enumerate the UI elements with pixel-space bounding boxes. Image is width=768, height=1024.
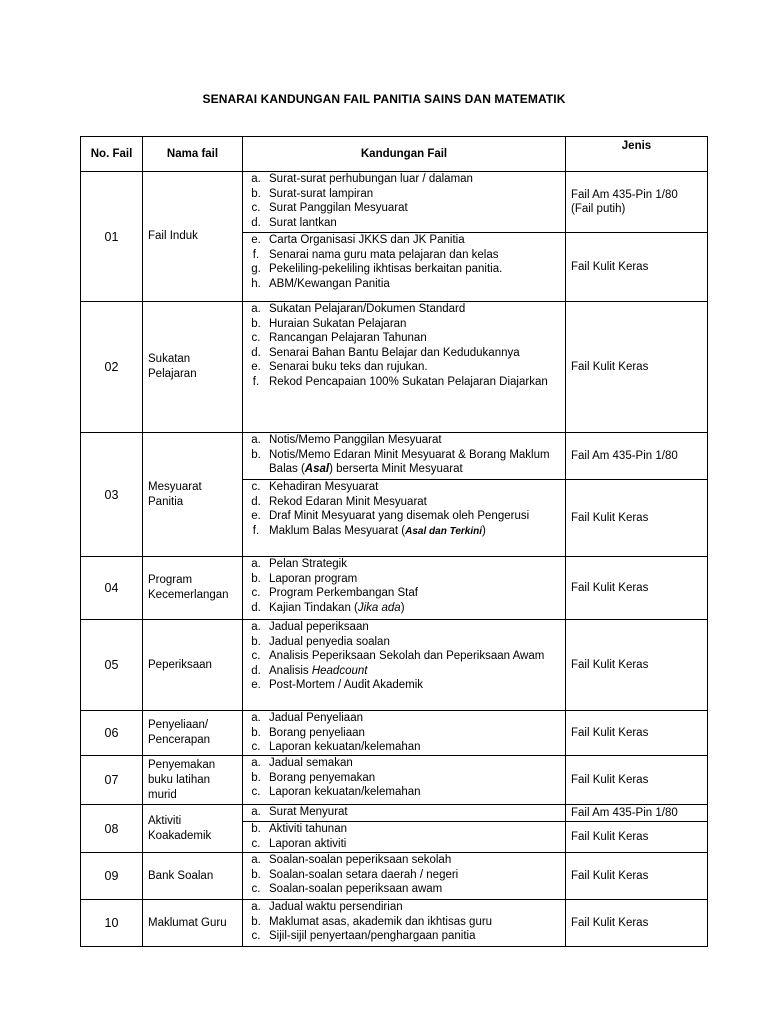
item-text-main: Rekod Pencapaian 100% Sukatan Pelajaran Diajarkan: [269, 375, 548, 388]
item-text-main: Sijil-sijil penyertaan/penghargaan panitia: [269, 930, 476, 943]
item-letter: c.: [251, 650, 261, 663]
item-text: [269, 620, 562, 635]
item-text: [269, 635, 562, 650]
item-text-main: Program Perkembangan Staf: [269, 587, 418, 600]
item-text: [269, 448, 562, 477]
file-number: 02: [81, 302, 143, 433]
list-item: [243, 187, 562, 202]
file-name: Bank Soalan: [143, 853, 243, 900]
item-letter: d.: [251, 495, 261, 508]
item-text: [269, 822, 562, 837]
item-text: [269, 187, 562, 202]
item-text: [269, 853, 562, 868]
item-text-main: Surat Menyurat: [269, 806, 348, 818]
item-text: [269, 649, 562, 664]
list-item: [243, 233, 562, 248]
item-letter: e.: [251, 510, 261, 523]
table-row: [81, 853, 708, 900]
list-item: [243, 331, 562, 346]
header-jenis: Jenis: [566, 137, 708, 172]
item-letter: b.: [251, 771, 261, 784]
table-row: [81, 302, 708, 433]
item-letter: c.: [251, 786, 261, 799]
list-item: [243, 620, 562, 635]
item-letter: a.: [251, 854, 261, 866]
item-letter: b.: [251, 572, 261, 585]
table-body: [81, 172, 708, 947]
list-item: [243, 172, 562, 187]
item-letter: a.: [251, 173, 261, 185]
table-row: [81, 900, 708, 947]
item-letter: b.: [251, 448, 261, 461]
item-text-main: Pekeliling-pekeliling ikhtisas berkaitan panitia.: [269, 263, 503, 276]
item-letter: b.: [251, 187, 261, 200]
item-text: [269, 433, 562, 448]
item-emphasis: Asal dan Terkini: [405, 525, 482, 537]
file-contents-table: [80, 136, 708, 947]
item-text-main: Laporan program: [269, 572, 358, 585]
item-text: [269, 277, 562, 292]
file-type: [566, 620, 708, 711]
list-item: [243, 433, 562, 448]
item-text: [269, 726, 562, 741]
file-contents: [243, 805, 566, 822]
item-letter: f.: [252, 524, 260, 537]
list-item: [243, 635, 562, 650]
list-item: [243, 900, 562, 915]
item-letter: e.: [251, 361, 261, 374]
item-text-main: Huraian Sukatan Pelajaran: [269, 317, 407, 330]
list-item: [243, 302, 562, 317]
file-type: [566, 557, 708, 620]
file-contents: [243, 480, 566, 557]
item-text-main: Jadual semakan: [269, 757, 353, 769]
item-text: [269, 868, 562, 883]
header-no-fail: No. Fail: [81, 137, 143, 172]
item-text-main: Maklumat asas, akademik dan ikhtisas guru: [269, 915, 493, 928]
item-text: [269, 900, 562, 915]
item-text-main: Borang penyemakan: [269, 771, 376, 784]
file-type-line: Fail Kulit Keras: [571, 831, 649, 843]
item-letter: a.: [251, 434, 261, 446]
file-type: [566, 822, 708, 853]
list-item: [243, 448, 562, 477]
list-item: [243, 868, 562, 883]
file-type: [566, 233, 708, 302]
item-letter: d.: [251, 216, 261, 229]
item-text: [269, 915, 562, 930]
file-number: 10: [81, 900, 143, 947]
list-item: [243, 822, 562, 837]
item-text-main: Carta Organisasi JKKS dan JK Panitia: [269, 234, 465, 246]
item-text-main: Laporan aktiviti: [269, 837, 347, 850]
file-type: [566, 433, 708, 480]
file-name: Aktiviti Koakademik: [143, 805, 243, 853]
file-type: [566, 805, 708, 822]
table-row: [81, 756, 708, 805]
list-item: [243, 785, 562, 800]
list-item: [243, 740, 562, 755]
item-text-main: Surat-surat lampiran: [269, 187, 374, 200]
item-text-main: Soalan-soalan peperiksaan awam: [269, 883, 443, 896]
item-emphasis: Asal: [304, 463, 330, 476]
file-number: 09: [81, 853, 143, 900]
item-letter: a.: [251, 558, 261, 570]
item-letter: f.: [252, 375, 260, 388]
item-text: [269, 172, 562, 187]
item-letter: c.: [251, 741, 261, 754]
item-text-main: Laporan kekuatan/kelemahan: [269, 741, 421, 754]
item-text: [269, 664, 562, 679]
item-text-main: Jadual Penyeliaan: [269, 712, 363, 724]
item-letter: a.: [251, 712, 261, 724]
list-item: [243, 853, 562, 868]
item-letter: b.: [251, 868, 261, 881]
file-type-line: Fail Kulit Keras: [571, 261, 649, 273]
list-item: [243, 678, 562, 693]
list-item: [243, 557, 562, 572]
item-text-main: Rancangan Pelajaran Tahunan: [269, 332, 427, 345]
item-text: [269, 302, 562, 317]
item-text-post: ) berserta Minit Mesyuarat: [329, 463, 463, 476]
list-item: [243, 509, 562, 524]
item-text: [269, 216, 562, 231]
item-text-main: Aktiviti tahunan: [269, 823, 347, 835]
item-text: [269, 509, 562, 524]
item-text: [269, 740, 562, 755]
item-text: [269, 317, 562, 332]
item-text: [269, 572, 562, 587]
item-text-main: Surat Panggilan Mesyuarat: [269, 202, 408, 215]
item-letter: c.: [251, 332, 261, 345]
list-item: [243, 480, 562, 495]
item-letter: d.: [251, 664, 261, 677]
item-letter: d.: [251, 601, 261, 614]
file-type: [566, 172, 708, 233]
item-italic: Jika ada: [357, 601, 401, 614]
list-item: [243, 756, 562, 771]
list-item: [243, 915, 562, 930]
list-item: [243, 277, 562, 292]
table-row: [81, 433, 708, 480]
item-text-main: Surat lantkan: [269, 216, 337, 229]
file-contents: [243, 900, 566, 947]
list-item: [243, 771, 562, 786]
item-letter: c.: [251, 930, 261, 943]
file-number: 03: [81, 433, 143, 557]
item-letter: a.: [251, 303, 261, 315]
item-text-main: Kajian Tindakan (: [269, 601, 358, 614]
item-text-main: Analisis: [269, 664, 312, 677]
list-item: [243, 360, 562, 375]
file-name: Peperiksaan: [143, 620, 243, 711]
file-contents: [243, 853, 566, 900]
file-name: Program Kecemerlangan: [143, 557, 243, 620]
item-text: [269, 346, 562, 361]
item-text-main: Rekod Edaran Minit Mesyuarat: [269, 495, 427, 508]
item-text: [269, 495, 562, 510]
item-letter: a.: [251, 901, 261, 913]
item-letter: e.: [251, 234, 261, 246]
list-item: [243, 201, 562, 216]
item-text: [269, 480, 562, 495]
file-number: 01: [81, 172, 143, 302]
list-item: [243, 346, 562, 361]
file-type-line: Fail Kulit Keras: [571, 870, 649, 882]
file-type: [566, 302, 708, 433]
item-text: [269, 882, 562, 897]
file-type-line: Fail Am 435-Pin 1/80: [571, 807, 678, 819]
item-text-main: Soalan-soalan peperiksaan sekolah: [269, 854, 452, 866]
file-type-line: Fail Kulit Keras: [571, 774, 649, 786]
item-text-main: Pelan Strategik: [269, 558, 347, 570]
item-letter: c.: [251, 837, 261, 850]
item-letter: a.: [251, 806, 261, 818]
list-item: [243, 586, 562, 601]
list-item: [243, 664, 562, 679]
item-text-main: Senarai nama guru mata pelajaran dan kelas: [269, 248, 499, 261]
item-letter: c.: [251, 883, 261, 896]
list-item: [243, 882, 562, 897]
item-text-main: Surat-surat perhubungan luar / dalaman: [269, 173, 473, 185]
file-contents: [243, 756, 566, 805]
file-number: 05: [81, 620, 143, 711]
item-text-main: Notis/Memo Edaran Minit Mesyuarat & Borang Maklum Balas (: [269, 448, 550, 476]
header-nama-fail: Nama fail: [143, 137, 243, 172]
file-type-line: (Fail putih): [571, 203, 626, 215]
item-text-post: ): [400, 601, 405, 614]
item-text-main: Laporan kekuatan/kelemahan: [269, 786, 421, 799]
item-text: [269, 557, 562, 572]
file-contents: [243, 172, 566, 233]
item-text-main: Kehadiran Mesyuarat: [269, 481, 379, 493]
list-item: [243, 262, 562, 277]
item-letter: b.: [251, 823, 261, 835]
item-text: [269, 360, 562, 375]
file-type: [566, 900, 708, 947]
item-text: [269, 524, 562, 540]
list-item: [243, 317, 562, 332]
document-title: SENARAI KANDUNGAN FAIL PANITIA SAINS DAN MATEMATIK: [202, 92, 566, 106]
item-text-main: Soalan-soalan setara daerah / negeri: [269, 868, 459, 881]
file-name: Sukatan Pelajaran: [143, 302, 243, 433]
list-item: [243, 375, 562, 390]
file-type-line: Fail Am 435-Pin 1/80: [571, 450, 678, 462]
table-row: [81, 805, 708, 822]
item-text-post: ): [482, 524, 486, 537]
item-letter: b.: [251, 317, 261, 330]
list-item: [243, 805, 562, 820]
item-text: [269, 201, 562, 216]
item-text: [269, 711, 562, 726]
list-item: [243, 726, 562, 741]
item-italic: Headcount: [311, 664, 368, 677]
file-type: [566, 756, 708, 805]
file-type-line: Fail Kulit Keras: [571, 582, 649, 594]
file-number: 06: [81, 711, 143, 756]
file-contents: [243, 233, 566, 302]
item-text-main: Jadual peperiksaan: [269, 621, 369, 633]
list-item: [243, 495, 562, 510]
list-item: [243, 649, 562, 664]
file-contents: [243, 302, 566, 433]
file-name: Penyeliaan/ Pencerapan: [143, 711, 243, 756]
list-item: [243, 248, 562, 263]
item-letter: a.: [251, 621, 261, 633]
file-type: [566, 480, 708, 557]
item-text-main: Borang penyeliaan: [269, 726, 365, 739]
item-letter: h.: [251, 277, 261, 290]
item-letter: a.: [251, 757, 261, 769]
file-name: Fail Induk: [143, 172, 243, 302]
item-text: [269, 771, 562, 786]
item-letter: b.: [251, 915, 261, 928]
file-name: Penyemakan buku latihan murid: [143, 756, 243, 805]
file-contents: [243, 620, 566, 711]
list-item: [243, 216, 562, 231]
file-type: [566, 711, 708, 756]
item-text: [269, 601, 562, 616]
item-letter: b.: [251, 635, 261, 648]
table-header-row: [81, 137, 708, 172]
file-type-line: Fail Kulit Keras: [571, 512, 649, 524]
table-row: [81, 557, 708, 620]
file-number: 07: [81, 756, 143, 805]
item-text: [269, 262, 562, 277]
list-item: [243, 929, 562, 944]
item-text-main: Jadual penyedia soalan: [269, 635, 390, 648]
item-text-main: Senarai buku teks dan rujukan.: [269, 361, 428, 374]
list-item: [243, 711, 562, 726]
item-text: [269, 331, 562, 346]
item-text-main: Notis/Memo Panggilan Mesyuarat: [269, 434, 442, 446]
item-letter: b.: [251, 726, 261, 739]
header-kandungan-fail: Kandungan Fail: [243, 137, 566, 172]
file-number: 04: [81, 557, 143, 620]
table-row: [81, 172, 708, 233]
file-type-line: Fail Kulit Keras: [571, 361, 649, 373]
item-text-main: Senarai Bahan Bantu Belajar dan Kedudukannya: [269, 346, 520, 359]
item-text: [269, 375, 562, 390]
item-letter: c.: [251, 587, 261, 600]
item-text-main: Sukatan Pelajaran/Dokumen Standard: [269, 303, 466, 315]
file-type-line: Fail Kulit Keras: [571, 659, 649, 671]
item-text: [269, 837, 562, 852]
file-type-line: Fail Kulit Keras: [571, 917, 649, 929]
list-item: [243, 572, 562, 587]
list-item: [243, 837, 562, 852]
item-text: [269, 586, 562, 601]
item-text-main: ABM/Kewangan Panitia: [269, 277, 390, 290]
file-contents: [243, 433, 566, 480]
file-name: Mesyuarat Panitia: [143, 433, 243, 557]
item-text-main: Post-Mortem / Audit Akademik: [269, 679, 424, 692]
item-text: [269, 233, 562, 248]
item-letter: d.: [251, 346, 261, 359]
item-letter: e.: [251, 679, 261, 692]
file-type: [566, 853, 708, 900]
item-text: [269, 248, 562, 263]
item-text: [269, 929, 562, 944]
item-text: [269, 785, 562, 800]
file-number: 08: [81, 805, 143, 853]
item-letter: g.: [251, 263, 261, 276]
file-contents: [243, 557, 566, 620]
item-letter: c.: [251, 481, 261, 493]
file-type-line: Fail Am 435-Pin 1/80: [571, 189, 678, 201]
item-text: [269, 805, 562, 820]
file-name: Maklumat Guru: [143, 900, 243, 947]
item-text: [269, 678, 562, 693]
file-type-line: Fail Kulit Keras: [571, 727, 649, 739]
item-text-main: Analisis Peperiksaan Sekolah dan Peperiksaan Awam: [269, 650, 545, 663]
item-text-main: Jadual waktu persendirian: [269, 901, 403, 913]
item-text-main: Maklum Balas Mesyuarat (: [269, 524, 406, 537]
item-letter: c.: [251, 202, 261, 215]
list-item: [243, 524, 562, 540]
table-row: [81, 620, 708, 711]
item-text: [269, 756, 562, 771]
table-row: [81, 711, 708, 756]
file-contents: [243, 711, 566, 756]
list-item: [243, 601, 562, 616]
file-contents: [243, 822, 566, 853]
item-text-main: Draf Minit Mesyuarat yang disemak oleh Pengerusi: [269, 510, 530, 523]
item-letter: f.: [252, 248, 260, 261]
